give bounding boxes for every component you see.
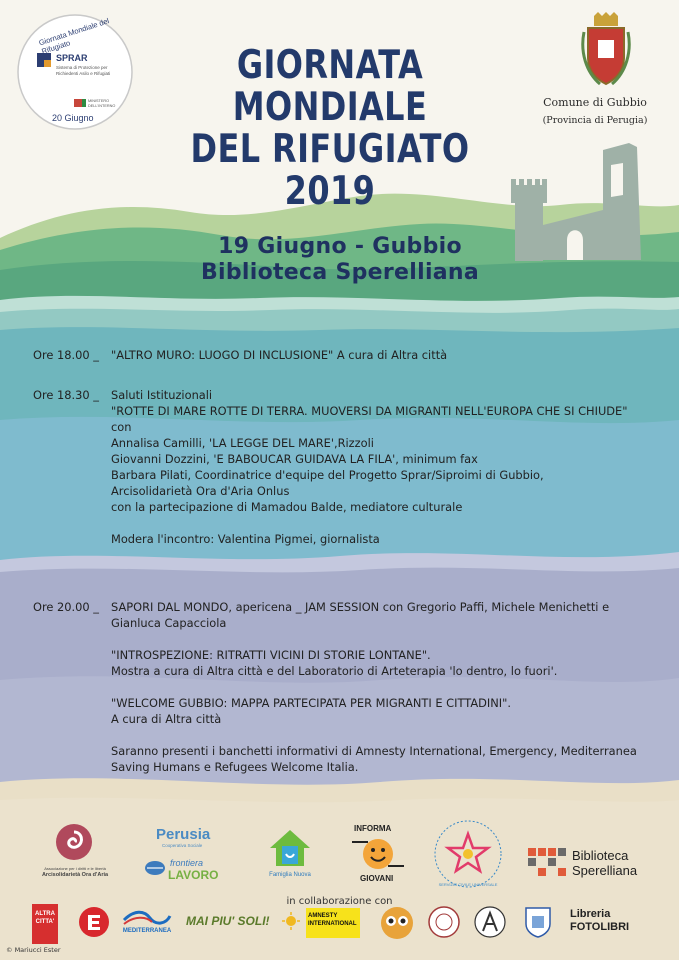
- program-line: con la partecipazione di Mamadou Balde, mediatore culturale: [111, 500, 463, 514]
- frontiera-top: frontiera: [170, 858, 204, 868]
- program-line: "ROTTE DI MARE ROTTE DI TERRA. MUOVERSI DA MIGRANTI NELL'EUROPA CHE SI CHIUDE" con: [111, 404, 628, 434]
- title-line-3: 2019: [284, 169, 376, 214]
- altra-citta-logo: [32, 904, 58, 944]
- program-line: Giovanni Dozzini, 'E BABOUCAR GUIDAVA LA FILA', minimum fax: [111, 452, 478, 466]
- program-line: SAPORI DAL MONDO, apericena _ JAM SESSION con Gregorio Paffi, Michele Menichetti e: [111, 600, 610, 614]
- program-line: Saranno presenti i banchetti informativi di Amnesty International, Emergency, Mediterranea: [111, 744, 637, 758]
- badge-date: 20 Giugno: [52, 113, 94, 123]
- amnesty-label: AMNESTY INTERNATIONAL: [308, 913, 357, 927]
- program-time: Ore 20.00 _: [33, 600, 99, 614]
- mai-piu-soli-logo: MAI PIU' SOLI!: [186, 914, 270, 928]
- program-line: Saving Humans e Refugees Welcome Italia.: [111, 760, 359, 774]
- arci-line2: Arcisolidarietà Ora d'Aria: [41, 872, 109, 878]
- perusia-frontiera-logo: [140, 826, 230, 884]
- program-time: Ore 18.00 _: [33, 348, 99, 362]
- program-line: "ALTRO MURO: LUOGO DI INCLUSIONE" A cura di Altra città: [111, 348, 448, 362]
- collab-label: in collaborazione con: [286, 896, 393, 907]
- arci-logo: [30, 822, 120, 882]
- sun-icon: [282, 912, 300, 930]
- famiglia-label: Famiglia Nuova: [269, 872, 311, 878]
- program-line: A cura di Altra città: [111, 712, 222, 726]
- biblioteca-line2: Sperelliana: [572, 863, 638, 878]
- program-line: "WELCOME GUBBIO: MAPPA PARTECIPATA PER MIGRANTI E CITTADINI".: [111, 696, 511, 710]
- letter-a-emblem-icon: [474, 906, 506, 938]
- informagiovani-logo: [346, 824, 410, 888]
- perusia-sub: Cooperativa Sociale: [162, 843, 203, 848]
- servizio-label: SERVIZIO CIVILE UNIVERSALE: [438, 882, 498, 887]
- comune-name: Comune di Gubbio: [543, 96, 647, 109]
- arci-line1: Associazione per i diritti e le libertà: [44, 866, 106, 871]
- badge-arc-text: Giornata Mondiale del Rifugiato: [37, 16, 111, 57]
- altra-label: ALTRA CITTA': [35, 911, 55, 925]
- biblioteca-grid-icon: [528, 848, 568, 878]
- perusia-name: Perusia: [156, 826, 211, 843]
- arci-spiral-icon: [54, 822, 94, 862]
- event-venue: Biblioteca Sperelliana: [200, 260, 480, 285]
- mediterranea-logo: [120, 906, 174, 938]
- biblioteca-line1: Biblioteca: [572, 848, 629, 863]
- event-subtitle: [140, 234, 540, 286]
- page-title: [158, 45, 502, 213]
- biblioteca-sperelliana-logo: [528, 846, 658, 882]
- frontiera-globe-icon: [144, 860, 166, 876]
- program-time: Ore 18.30 _: [33, 388, 99, 402]
- famiglia-nuova-logo: [260, 828, 320, 886]
- program-line: Saluti Istituzionali: [111, 388, 213, 402]
- emergency-icon: [78, 906, 110, 938]
- servizio-civile-logo: [432, 818, 504, 890]
- mediterranea-wave-icon: [120, 906, 174, 928]
- mediterranea-label: MEDITERRANEA: [122, 928, 172, 934]
- program-line: Annalisa Camilli, 'LA LEGGE DEL MARE',Rizzoli: [111, 436, 374, 450]
- badge-org-desc: Sistema di Protezione per Richiedenti Asilo e Rifugiati: [56, 65, 111, 76]
- circular-emblem-icon: [428, 906, 460, 938]
- photo-credit: © Mariucci Ester: [6, 946, 61, 954]
- badge-org: SPRAR: [56, 53, 88, 63]
- program-line: Barbara Pilati, Coordinatrice d'equipe del Progetto Sprar/Siproimi di Gubbio,: [111, 468, 544, 482]
- owl-icon: [380, 906, 414, 940]
- sprar-badge: [16, 13, 134, 131]
- program-line: Modera l'incontro: Valentina Pigmei, giornalista: [111, 532, 380, 546]
- program-line: Gianluca Capacciola: [111, 616, 227, 630]
- coat-of-arms-icon: [580, 12, 632, 90]
- comune-province: (Provincia di Perugia): [542, 115, 648, 126]
- shield-icon: [524, 906, 552, 938]
- informa-top: INFORMA: [354, 824, 392, 833]
- program-line: "INTROSPEZIONE: RITRATTI VICINI DI STORIE LONTANE".: [111, 648, 431, 662]
- title-line-2: DEL RIFUGIATO: [190, 127, 470, 172]
- program-line: Mostra a cura di Altra città e del Laboratorio di Arteterapia 'lo dentro, lo fuori'.: [111, 664, 558, 678]
- libreria-line1: Libreria: [570, 908, 611, 920]
- comune-block: [535, 96, 655, 126]
- house-icon: [268, 828, 312, 868]
- servizio-star-icon: [432, 818, 504, 890]
- amnesty-logo: [306, 908, 360, 938]
- title-line-1: GIORNATA MONDIALE: [232, 43, 428, 130]
- badge-ministry: MINISTERO DELL'INTERNO: [88, 99, 116, 108]
- libreria-line2: FOTOLIBRI: [570, 921, 630, 933]
- event-date-place: 19 Giugno - Gubbio: [218, 234, 462, 259]
- informa-bottom: GIOVANI: [360, 874, 394, 883]
- frontiera-bottom: LAVORO: [168, 868, 219, 882]
- program-line: Arcisolidarietà Ora d'Aria Onlus: [111, 484, 290, 498]
- smiley-icon: [350, 836, 406, 872]
- libreria-fotolibri-logo: [566, 908, 656, 938]
